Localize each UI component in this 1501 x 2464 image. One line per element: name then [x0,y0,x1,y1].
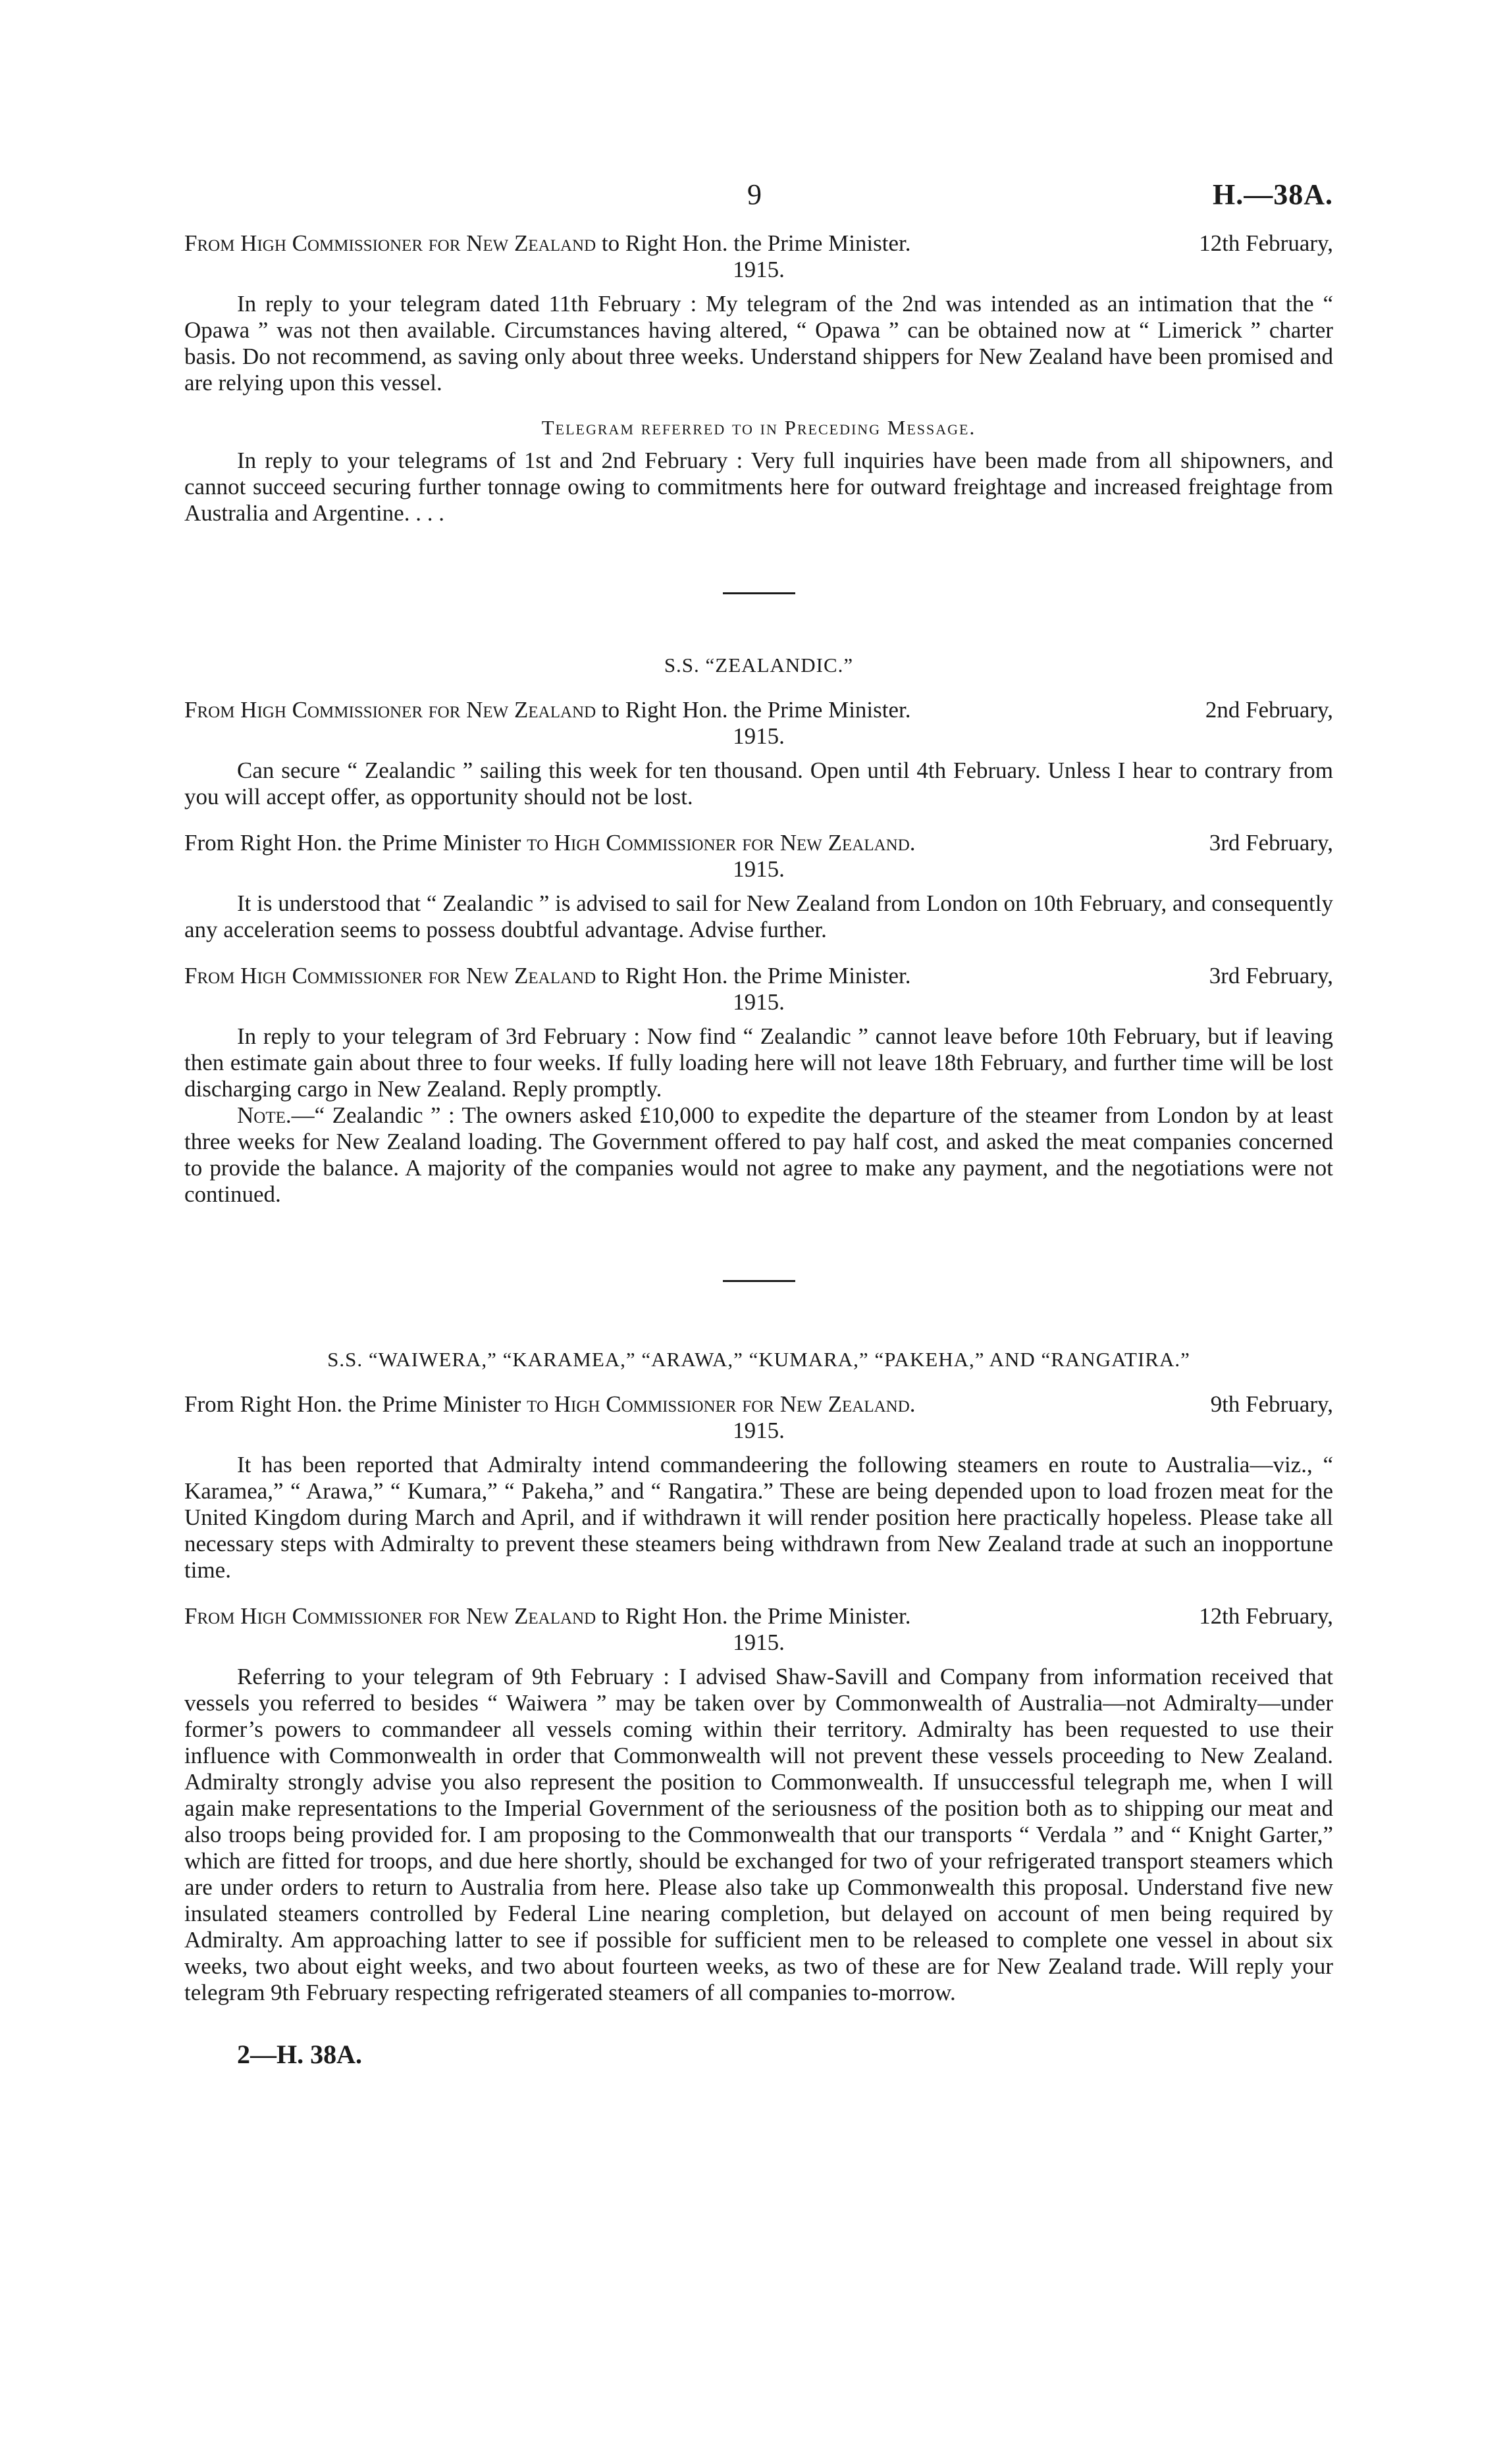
subheading: Telegram referred to in Preceding Message. [541,416,976,439]
telegram-date: 2nd February, [1205,697,1333,723]
telegram-date: 9th February, [1210,1391,1333,1417]
telegram-body: It has been reported that Admiralty intend commandeering the following steamers en route to Australia—viz., “ Karamea,” “ Arawa,” “ Kumara,” “ Pakeha,” and “ Rangatira.” These are being depended upon to load frozen meat for the United Kingdom during March and April, and if withdrawn it will render position here practically hopeless. Please take all necessary steps with Admiralty to prevent these steamers being withdrawn from New Zealand trade at such an inopportune time. [184,1452,1333,1583]
telegram-body: In reply to your telegram dated 11th February : My telegram of the 2nd was intended as an intimation that the “ Opawa ” was not then available. Circumstances having altered, “ Opawa ” can be obtained now at “ Limerick ” charter basis. Do not recommend, as saving only about three weeks. Understand shippers for New Zealand have been promised and are relying upon this vessel. [184,291,1333,396]
section-title: S.S. “ZEALANDIC.” [664,654,854,677]
telegram-year: 1915. [733,257,785,282]
telegram-header [184,963,1333,1015]
telegram-recipient: to Right Hon. the Prime Minister. [601,230,911,256]
telegram-recipient: to Right Hon. the Prime Minister. [601,697,911,723]
telegram-sender: From High Commissioner for New Zealand [184,230,596,256]
telegram-recipient: to Right Hon. the Prime Minister. [601,963,911,988]
telegram-header [184,230,1333,283]
telegram-header [184,1603,1333,1656]
telegram-sender: From High Commissioner for New Zealand [184,963,596,988]
section-title: S.S. “WAIWERA,” “KARAMEA,” “ARAWA,” “KUMARA,” “PAKEHA,” AND “RANGATIRA.” [327,1348,1190,1371]
telegram-body: Can secure “ Zealandic ” sailing this week for ten thousand. Open until 4th February. Unless I hear to contrary from you will accept offer, as opportunity should not be lost. [184,757,1333,809]
telegram-recipient: to High Commissioner for New Zealand. [527,1391,916,1417]
telegram-year: 1915. [733,856,785,882]
telegram-sender: From Right Hon. the Prime Minister [184,830,521,856]
note-label: Note.— [237,1102,315,1128]
editorial-note [184,1102,1333,1208]
telegram-year: 1915. [733,989,785,1015]
document-reference: H.—38A. [1213,178,1333,211]
page-number: 9 [747,178,762,211]
telegram-body: Referring to your telegram of 9th February : I advised Shaw-Savill and Company from information received that vessels you referred to besides “ Waiwera ” may be taken over by Commonwealth of Australia—not Admiralty—under former’s powers to commandeer all vessels coming within their territory. Admiralty has been requested to use their influence with Commonwealth in order that Commonwealth will not prevent these vessels proceeding to New Zealand. Admiralty strongly advise you also represent the position to Commonwealth. If unsuccessful telegraph me, when I will again make representations to the Imperial Government of the seriousness of the position both as to shipping our meat and also troops being provided for. I am proposing to the Commonwealth that our transports “ Verdala ” and “ Knight Garter,” which are fitted for troops, and due here shortly, should be exchanged for two of your refrigerated transport steamers which are under orders to return to Australia from here. Please also take up Commonwealth this proposal. Understand five new insulated steamers controlled by Federal Line nearing completion, but delayed on account of men being required by Admiralty. Am approaching latter to see if possible for sufficient men to be released to complete one vessel in about six weeks, two about eight weeks, and two about fourteen weeks, as two of these are for New Zealand trade. Will reply your telegram 9th February respecting refrigerated steamers of all companies to-morrow. [184,1664,1333,2005]
telegram-body: In reply to your telegrams of 1st and 2nd February : Very full inquiries have been made from all shipowners, and cannot succeed securing further tonnage owing to commitments here for outward freightage and increased freightage from Australia and Argentine. . . . [184,448,1333,526]
telegram-recipient: to High Commissioner for New Zealand. [527,830,916,856]
section-divider [723,1280,795,1282]
telegram-header [184,1391,1333,1444]
telegram-year: 1915. [733,723,785,749]
note-text: “ Zealandic ” : The owners asked £10,000 to expedite the departure of the steamer from London by at least three weeks for New Zealand loading. The Government offered to pay half cost, and asked the meat companies concerned to provide the balance. A majority of the companies would not agree to make any payment, and the negotiations were not continued. [184,1102,1333,1207]
telegram-date: 12th February, [1199,1603,1333,1629]
telegram-sender: From High Commissioner for New Zealand [184,697,596,723]
section-divider [723,592,795,594]
telegram-date: 3rd February, [1209,963,1333,988]
telegram-body: It is understood that “ Zealandic ” is advised to sail for New Zealand from London on 10th February, and consequently any acceleration seems to possess doubtful advantage. Advise further. [184,890,1333,942]
telegram-date: 3rd February, [1209,830,1333,856]
telegram-date: 12th February, [1199,230,1333,256]
telegram-year: 1915. [733,1418,785,1443]
telegram-body: In reply to your telegram of 3rd February : Now find “ Zealandic ” cannot leave before 10th February, but if leaving then estimate gain about three to four weeks. If fully loading here will not leave 18th February, and further time will be lost discharging cargo in New Zealand. Reply promptly. [184,1023,1333,1102]
page-header [184,165,1333,217]
telegram-year: 1915. [733,1630,785,1655]
document-page [184,165,1333,2070]
telegram-header [184,830,1333,883]
telegram-sender: From High Commissioner for New Zealand [184,1603,596,1629]
telegram-header [184,697,1333,750]
telegram-sender: From Right Hon. the Prime Minister [184,1391,521,1417]
page-footer-signature: 2—H. 38A. [237,2040,362,2069]
telegram-recipient: to Right Hon. the Prime Minister. [601,1603,911,1629]
